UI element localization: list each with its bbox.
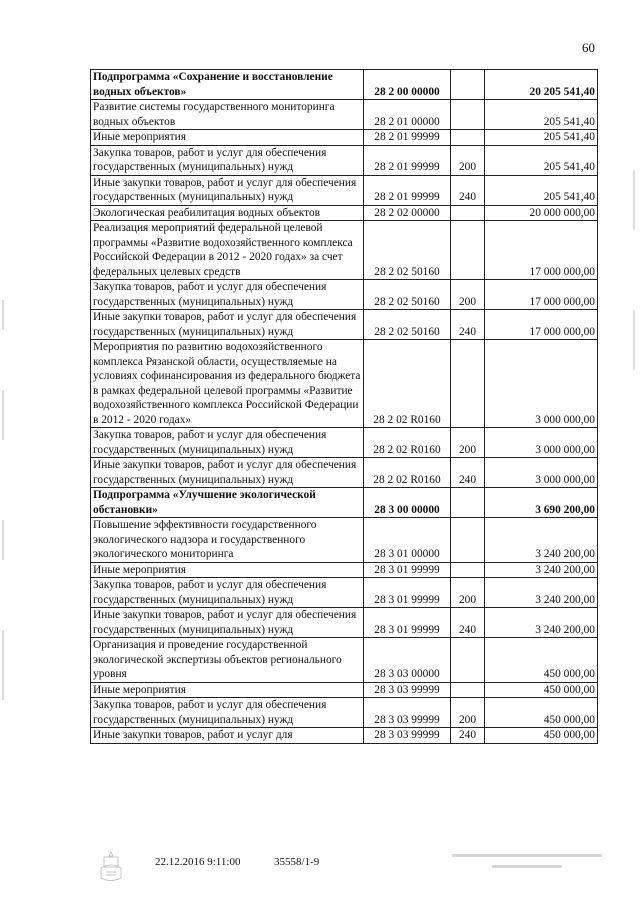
table-row [91,221,598,280]
row-code-cell: 28 3 03 00000 [364,638,451,683]
row-type-cell [451,340,485,428]
row-name-cell: Иные закупки товаров, работ и услуг для обеспечения государственных (муниципальных) нужд [91,310,364,340]
row-code-cell: 28 2 02 50160 [364,280,451,310]
row-code-cell: 28 2 02 50160 [364,310,451,340]
emblem-stamp-icon [96,850,126,884]
row-name-cell: Закупка товаров, работ и услуг для обеспечения государственных (муниципальных) нужд [91,280,364,310]
row-type-cell [451,488,485,518]
scan-edge-marks-right [633,170,636,410]
budget-table-container [90,69,597,744]
row-code-cell: 28 3 01 99999 [364,562,451,578]
row-sum-cell: 450 000,00 [485,728,598,744]
row-sum-cell: 3 000 000,00 [485,428,598,458]
table-row [91,488,598,518]
row-sum-cell: 3 240 200,00 [485,608,598,638]
row-name-cell: Закупка товаров, работ и услуг для обеспечения государственных (муниципальных) нужд [91,578,364,608]
row-sum-cell: 450 000,00 [485,698,598,728]
row-type-cell: 240 [451,608,485,638]
table-row [91,310,598,340]
page-number: 60 [582,40,595,55]
row-sum-cell: 205 541,40 [485,175,598,205]
table-row [91,578,598,608]
row-name-cell: Иные закупки товаров, работ и услуг для обеспечения государственных (муниципальных) нужд [91,175,364,205]
row-sum-cell: 3 240 200,00 [485,518,598,563]
table-row [91,638,598,683]
row-sum-cell: 205 541,40 [485,130,598,146]
row-name-cell: Закупка товаров, работ и услуг для обеспечения государственных (муниципальных) нужд [91,145,364,175]
table-row [91,428,598,458]
table-row [91,145,598,175]
row-type-cell: 200 [451,145,485,175]
budget-table [90,69,598,744]
row-name-cell: Закупка товаров, работ и услуг для обеспечения государственных (муниципальных) нужд [91,428,364,458]
row-sum-cell: 205 541,40 [485,145,598,175]
table-row [91,698,598,728]
row-type-cell: 240 [451,728,485,744]
row-name-cell: Иные мероприятия [91,130,364,146]
row-sum-cell: 450 000,00 [485,682,598,698]
row-code-cell: 28 3 00 00000 [364,488,451,518]
table-row [91,562,598,578]
row-sum-cell: 17 000 000,00 [485,310,598,340]
row-type-cell [451,562,485,578]
row-name-cell: Развитие системы государственного мониторинга водных объектов [91,100,364,130]
row-name-cell: Мероприятия по развитию водохозяйственного комплекса Рязанской области, осуществляемые на условиях софинансирования из федерального бюджета в рамках федеральной целевой программы «Развитие водохозяйственного комплекса Российской Федерации в 2012 - 2020 годах» [91,340,364,428]
registration-stamp-icon [450,850,610,880]
table-row [91,280,598,310]
scan-edge-marks-left [2,300,5,720]
row-code-cell: 28 3 03 99999 [364,698,451,728]
row-code-cell: 28 2 02 00000 [364,205,451,221]
row-code-cell: 28 3 01 99999 [364,578,451,608]
table-row [91,518,598,563]
row-type-cell [451,638,485,683]
row-sum-cell: 3 000 000,00 [485,458,598,488]
table-row [91,682,598,698]
row-sum-cell: 3 690 200,00 [485,488,598,518]
row-type-cell [451,70,485,100]
row-type-cell [451,205,485,221]
table-row [91,608,598,638]
row-type-cell: 200 [451,428,485,458]
row-name-cell: Иные мероприятия [91,562,364,578]
row-name-cell: Иные закупки товаров, работ и услуг для обеспечения государственных (муниципальных) нужд [91,608,364,638]
table-row [91,728,598,744]
row-type-cell: 200 [451,698,485,728]
row-name-cell: Реализация мероприятий федеральной целевой программы «Развитие водохозяйственного комплекса Российской Федерации в 2012 - 2020 годах» за счет федеральных целевых средств [91,221,364,280]
row-type-cell [451,100,485,130]
table-row [91,175,598,205]
row-sum-cell: 17 000 000,00 [485,221,598,280]
row-name-cell: Иные закупки товаров, работ и услуг для [91,728,364,744]
row-name-cell: Подпрограмма «Улучшение экологической обстановки» [91,488,364,518]
row-sum-cell: 20 000 000,00 [485,205,598,221]
row-code-cell: 28 2 00 00000 [364,70,451,100]
row-type-cell [451,682,485,698]
row-code-cell: 28 2 02 50160 [364,221,451,280]
row-type-cell: 240 [451,175,485,205]
row-code-cell: 28 2 01 99999 [364,145,451,175]
row-code-cell: 28 2 02 R0160 [364,428,451,458]
table-row [91,130,598,146]
row-name-cell: Закупка товаров, работ и услуг для обеспечения государственных (муниципальных) нужд [91,698,364,728]
row-name-cell: Иные закупки товаров, работ и услуг для обеспечения государственных (муниципальных) нужд [91,458,364,488]
row-sum-cell: 450 000,00 [485,638,598,683]
row-code-cell: 28 2 02 R0160 [364,340,451,428]
row-code-cell: 28 3 03 99999 [364,682,451,698]
footer-doc-id: 35558/1-9 [274,856,320,868]
row-type-cell: 240 [451,458,485,488]
row-code-cell: 28 2 01 00000 [364,100,451,130]
budget-table-body [91,70,598,744]
row-type-cell [451,518,485,563]
row-sum-cell: 17 000 000,00 [485,280,598,310]
row-code-cell: 28 3 03 99999 [364,728,451,744]
row-name-cell: Иные мероприятия [91,682,364,698]
row-name-cell: Экологическая реабилитация водных объектов [91,205,364,221]
row-sum-cell: 3 240 200,00 [485,578,598,608]
row-code-cell: 28 3 01 99999 [364,608,451,638]
row-code-cell: 28 2 01 99999 [364,175,451,205]
table-row [91,100,598,130]
row-name-cell: Организация и проведение государственной экологической экспертизы объектов регионального уровня [91,638,364,683]
table-row [91,340,598,428]
row-sum-cell: 3 240 200,00 [485,562,598,578]
row-code-cell: 28 2 02 R0160 [364,458,451,488]
row-type-cell [451,221,485,280]
row-code-cell: 28 3 01 00000 [364,518,451,563]
row-type-cell [451,130,485,146]
table-row [91,70,598,100]
row-sum-cell: 3 000 000,00 [485,340,598,428]
row-name-cell: Повышение эффективности государственного экологического надзора и государственного экологического мониторинга [91,518,364,563]
table-row [91,458,598,488]
row-type-cell: 200 [451,578,485,608]
table-row [91,205,598,221]
row-code-cell: 28 2 01 99999 [364,130,451,146]
row-sum-cell: 20 205 541,40 [485,70,598,100]
row-sum-cell: 205 541,40 [485,100,598,130]
row-type-cell: 240 [451,310,485,340]
footer-date: 22.12.2016 9:11:00 [155,856,241,868]
row-name-cell: Подпрограмма «Сохранение и восстановление водных объектов» [91,70,364,100]
row-type-cell: 200 [451,280,485,310]
